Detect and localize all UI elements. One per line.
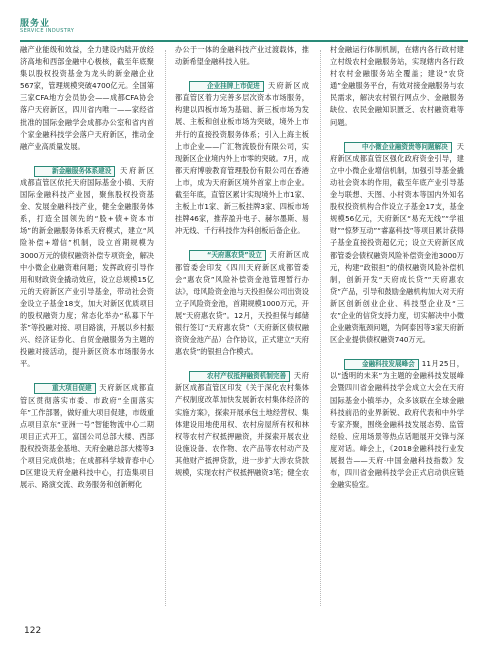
paragraph-gap <box>20 370 154 382</box>
paragraph <box>175 44 309 68</box>
news-item <box>330 358 464 491</box>
paragraph-text: 天府新区成都管委会印发《四川天府新区成都管委会“惠农贷”风险补偿资金池管理暂行办法》，母风险资金池与天投担保公司出资设立子风险资金池，首期规模1000万元，开展“天府惠农贷”。12月，天投担保与邮储银行签订“天府惠农贷”（天府新区债权融资资金池产品）合作协议，正式建立“天府惠农贷”的银担合作模式。 <box>175 250 309 357</box>
paragraph-text: 村金融运行体制机制，在辖内各行政村建立村级农村金融服务站，实现辖内各行政村农村金融服务站全覆盖；建设“农贷通”金融服务平台，有效对接金融服务与农民需求，解决农村银行网点少、金融服务缺位、农民金融知识匮乏、农村融资难等问题。 <box>330 45 464 127</box>
paragraph-gap <box>175 68 309 80</box>
news-item <box>20 382 154 491</box>
page-number: 122 <box>24 626 42 636</box>
paragraph-text: 办公于一体的金融科技产业过渡载体，推动新希望金融科技入驻。 <box>175 45 309 67</box>
item-heading-tag: 金融科技发展峰会 <box>344 359 419 370</box>
paragraph-text: 11月25日，以“透明的未来”为主题的金融科技发展峰会暨四川省金融科技学会成立大会在天府国际基金小镇举办，众多该联在全球金融科技前沿的业界新锐、政府代表和中外学专家齐聚，围绕金融科技发展态势、监管经验、应用场景等热点话题展开交锋与深度对话。峰会上，《2018金融科技行业发展报告——天府·中国金融科技指数》发布，四川省金融科技学会正式启动供应链金融实验室。 <box>330 359 464 490</box>
paragraph-gap <box>330 129 464 141</box>
article-columns <box>20 44 464 614</box>
header-rule <box>20 40 468 42</box>
item-heading-tag: 农村产权抵押融资机制完善 <box>189 371 290 382</box>
news-item <box>175 249 309 358</box>
item-heading-tag: 企业挂牌上市促进 <box>189 81 264 92</box>
paragraph-gap <box>175 358 309 370</box>
column-divider <box>165 50 166 606</box>
section-title: 服务业 <box>20 19 51 29</box>
paragraph-gap <box>20 153 154 165</box>
news-item <box>330 141 464 347</box>
item-heading-tag: 中小微企业融资贵等问题解决 <box>344 142 452 153</box>
item-heading-tag: 新金融服务体系建设 <box>34 166 115 177</box>
news-item <box>175 370 309 479</box>
item-heading-tag: “天府惠农贷”设立 <box>189 250 266 261</box>
paragraph-text: 天府新区成都直管区强化政府资金引导，建立中小微企业增信机制，加强引导基金撬动社会资本的作用，截至年底产业引导基金与联想、天图、小村资本等国内外知名股权投资机构合作设立子基金17支，基金规模56亿元，天府新区“易充无线”“学祖财”“惊梦互动”“睿嘉科技”等项目累计获得子基金直接投资超亿元；设立天府新区成都管委会债权融资风险补偿资金池3000万元，构建“政银担”的债权融资风险补偿机制，创新开发“天府成长贷”“天府惠农贷”产品，引导和鼓励金融机构加大对天府新区创新创业企业、科技型企业及“三农”企业的信贷支持力度，切实解决中小微企业融资瓶颈问题，为阿泰因等3家天府新区企业提供债权融资740万元。 <box>330 141 464 345</box>
column-1 <box>20 44 154 614</box>
column-2 <box>175 44 309 614</box>
news-item <box>20 165 154 371</box>
column-divider <box>320 50 321 606</box>
paragraph-text: 天府新区成都直管区着力完善多层次资本市场服务，构建以四板市场为基础、新三板市场为发展、主板和创业板市场为突破，境外上市并行的直接投资服务体系；引入上海主板上市企业——广汇物流股份有限公司，实现新区企业境内外上市零的突破。7月，成都天府博骏教育管理股份有限公司在香港上市，成为天府新区境外首家上市企业。截至年底，直管区累计实现境外上市1家、主板上市1家、新三板挂牌3家、四板市场挂牌46家，推荐盈升电子、赫尔墨斯、易冲无线、千行科技作为科创板后备企业。 <box>175 81 309 236</box>
item-heading-tag: 重大项目促建 <box>34 383 96 394</box>
paragraph-gap <box>175 237 309 249</box>
paragraph-text: 天府新区成都直管区贯彻落实市委、市政府“全面落实年”工作部署，做好重大项目促建，市级重点项目京东“亚洲一号”智能物流中心二期项目正式开工，富国公司总部大楼、西部股权投资基金基地、天府金融总部大楼等3个项目完成供地；在成都科学城青春中心D区建设天府金融科技中心，打造集项目展示、路演交流、政务服务和创新孵化 <box>20 383 154 490</box>
section-subtitle: SERVICE INDUSTRY <box>20 28 75 34</box>
paragraph-text: 天府新区成都直管区依托天府国际基金小镇、天府国际金融科技产业园，聚焦股权投资基金、发展金融科技产业，健全金融服务体系，打造全国领先的“股+债+资本市场”的新金融服务体系天府模式，建立“风险补偿+增信”机制，设立首期规模为3000万元的债权融资补偿专项资金，解决中小微企业融资难问题；发挥政府引导作用和财政资金撬动效应，设立总规模15亿元的天府新区产业引导基金，带动社会资金设立子基金18支，加大对新区优质项目的股权融资力度；常态化举办“私募下午茶”等投融对接、项目路演，开展以乡村振兴、经济证券化、自贸金融服务为主题的投融对接活动，提升新区资本市场服务水平。 <box>20 165 154 369</box>
paragraph <box>330 44 464 129</box>
paragraph-gap <box>330 346 464 358</box>
paragraph-text: 融产业能级和效益，全力建设内陆开放经济高地和西部金融中心极核，截至年底聚集以股权投资基金为龙头的新金融企业567家，管理规模突破4700亿元。全国第三家CFA地方会员协会——成都CFA协会落户天府新区，四川省内唯一——家经省批准的国际金融学会成都办公室和省内首个家金融科技学会落户天府新区，推动金融产业高质量发展。 <box>20 45 154 151</box>
paragraph-text: 天府新区成都直管区印发《关于深化农村集体产权制度改革加快发展新农村集体经济的实施方案》，探索开展承包土地经营权、集体建设用地使用权、农村房屋所有权和林权等农村产权抵押融资，并探索开展农业设施设备、农作物、农产品等农村动产及其他财产抵押贷款，进一步扩大涉农贷款规模，实现农村产权抵押融资3笔；健全农 <box>175 371 309 477</box>
column-3 <box>330 44 464 614</box>
paragraph <box>20 44 154 153</box>
news-item <box>175 80 309 237</box>
